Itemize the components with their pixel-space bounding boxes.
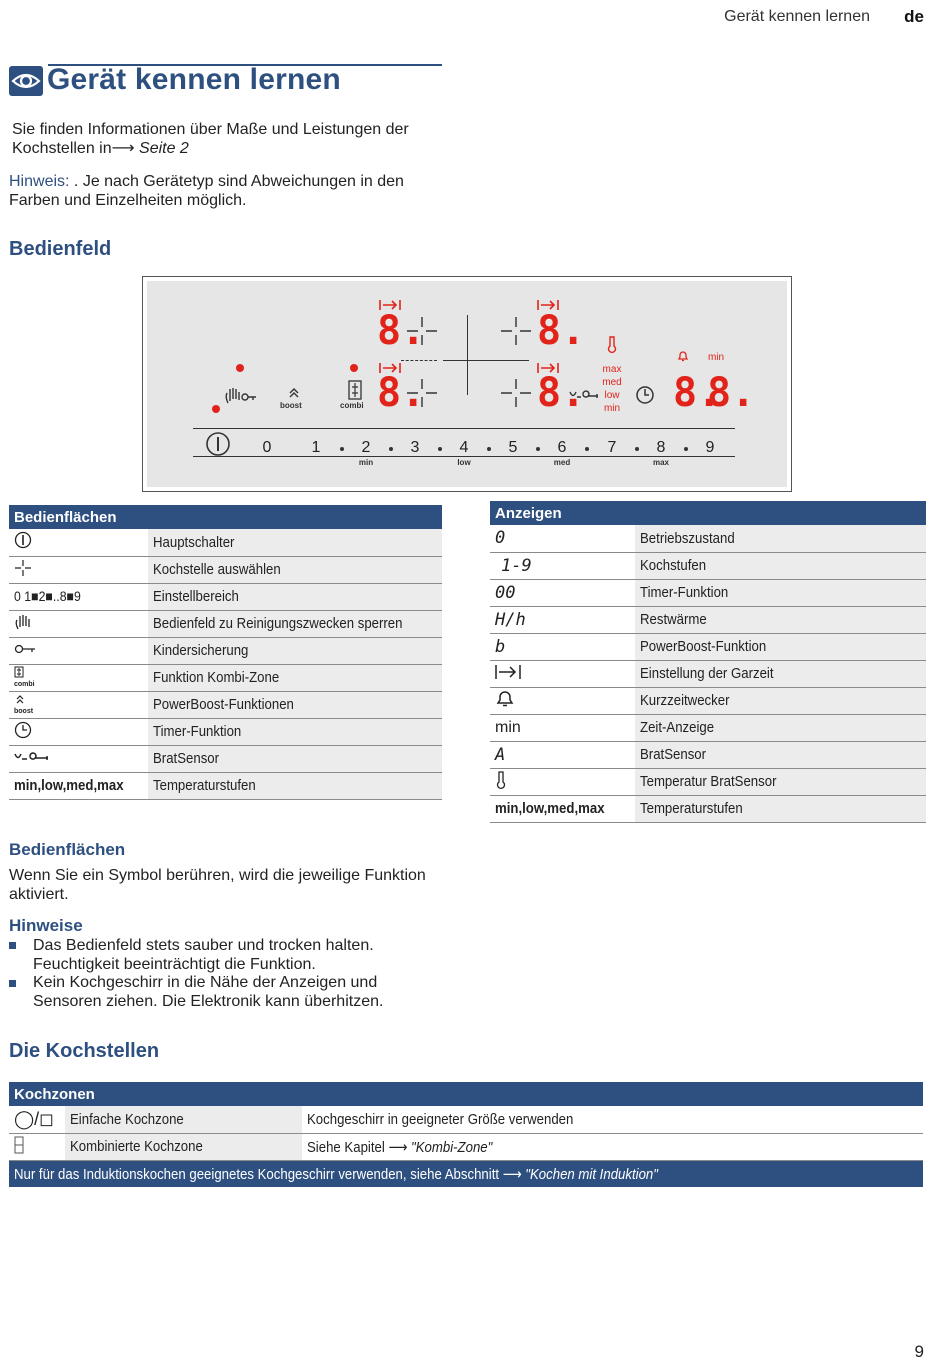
cross-icon xyxy=(14,559,32,577)
slider-step-7[interactable]: 7 xyxy=(607,439,617,456)
bedienflaechen-text: Wenn Sie ein Symbol berühren, wird die jeweilige Funktion aktiviert. xyxy=(9,867,426,903)
control-panel-illustration xyxy=(142,276,792,492)
table-header: Kochzonen xyxy=(9,1082,923,1106)
temp-level-min: min xyxy=(603,403,621,414)
hinweis-item-1: Das Bedienfeld stets sauber und trocken halten. Feuchtigkeit beeinträchtigt die Funktion. xyxy=(33,937,374,973)
boost-label: boost xyxy=(280,401,302,410)
wipe-hand-icon xyxy=(14,613,32,631)
running-header-title: Gerät kennen lernen xyxy=(724,8,870,25)
table-bedienflaechen xyxy=(9,505,442,800)
table-row: Kochstelle auswählen xyxy=(9,556,442,583)
clock-icon[interactable] xyxy=(635,385,655,405)
slider-step-2[interactable]: 2 xyxy=(361,439,371,456)
cook-time-icon xyxy=(495,664,521,680)
indicator-dot xyxy=(350,364,358,372)
temp-level-max: max xyxy=(602,364,622,375)
power-icon[interactable] xyxy=(205,431,231,457)
combi-icon xyxy=(14,666,24,678)
cook-time-icon xyxy=(379,299,401,311)
timer-min-label: min xyxy=(707,352,725,363)
key-icon xyxy=(14,643,36,655)
table-row: Bedienfeld zu Reinigungszwecken sperren xyxy=(9,610,442,637)
kombi-zone-link[interactable]: "Kombi-Zone" xyxy=(411,1138,493,1156)
frying-sensor-icon[interactable] xyxy=(569,389,599,401)
bell-icon xyxy=(677,350,689,362)
table-row: H/h Restwärme xyxy=(490,606,926,633)
table-row: Einstellung der Garzeit xyxy=(490,660,926,687)
table-row: Temperatur BratSensor xyxy=(490,768,926,795)
table-row: 00 Timer-Funktion xyxy=(490,579,926,606)
subheading-hinweise: Hinweise xyxy=(9,916,83,935)
table-row: min,low,med,max Temperaturstufen xyxy=(490,795,926,822)
table-row: Timer-Funktion xyxy=(9,718,442,745)
induction-link[interactable]: "Kochen mit Induktion" xyxy=(525,1165,658,1183)
hinweis-item-2: Kein Kochgeschirr in die Nähe der Anzeigen und Sensoren ziehen. Die Elektronik kann überhitzen. xyxy=(33,974,384,1010)
table-anzeigen xyxy=(490,501,926,823)
cook-time-icon xyxy=(537,299,559,311)
slider-sub-max: max xyxy=(652,458,669,467)
cook-time-icon xyxy=(379,362,401,374)
language-code: de xyxy=(904,7,924,26)
table-row: 1-9 Kochstufen xyxy=(490,552,926,579)
slider-sub-min: min xyxy=(358,458,374,467)
intro-paragraph: Sie finden Informationen über Maße und Leistungen der Kochstellen in⟶ Seite 2 xyxy=(12,121,409,157)
table-row: min,low,med,max Temperaturstufen xyxy=(9,772,442,799)
display-zone-1: 8. xyxy=(377,308,426,354)
table-row: A BratSensor xyxy=(490,741,926,768)
thermometer-icon xyxy=(495,770,507,790)
boost-icon xyxy=(14,693,26,705)
page-ref-link[interactable]: Seite 2 xyxy=(139,140,189,157)
thermometer-icon xyxy=(607,335,617,353)
bullet-icon xyxy=(9,942,16,949)
bell-icon xyxy=(495,690,515,708)
table-row: Kombinierte Kochzone Siehe Kapitel ⟶ "Kombi-Zone" xyxy=(9,1133,923,1160)
display-zone-3: 8. xyxy=(377,370,426,416)
table-row: combi Funktion Kombi-Zone xyxy=(9,664,442,691)
combi-icon[interactable] xyxy=(347,380,363,400)
table-row: 0 Betriebszustand xyxy=(490,525,926,552)
subheading-bedienflaechen: Bedienflächen xyxy=(9,840,126,859)
table-row: boost PowerBoost-Funktionen xyxy=(9,691,442,718)
page-title: Gerät kennen lernen xyxy=(47,63,341,96)
boost-icon[interactable] xyxy=(287,385,301,399)
page-number: 9 xyxy=(914,1342,924,1361)
note-paragraph: Hinweis: . Je nach Gerätetyp sind Abweichungen in den Farben und Einzelheiten möglich. xyxy=(9,173,404,209)
slider-step-0[interactable]: 0 xyxy=(262,439,272,456)
temp-level-low: low xyxy=(604,390,620,401)
power-icon xyxy=(14,531,32,549)
table-row: b PowerBoost-Funktion xyxy=(490,633,926,660)
table-row: Kindersicherung xyxy=(9,637,442,664)
display-timer-2: 8. xyxy=(707,370,756,416)
display-zone-2: 8. xyxy=(537,308,586,354)
slider-step-5[interactable]: 5 xyxy=(508,439,518,456)
bullet-icon xyxy=(9,980,16,987)
zone-select-icon-rear-right[interactable] xyxy=(499,377,533,409)
cook-time-icon xyxy=(537,362,559,374)
table-footer-row: Nur für das Induktionskochen geeignetes Kochgeschirr verwenden, siehe Abschnitt ⟶ "Kochen mit Induktion" xyxy=(9,1160,923,1187)
indicator-dot xyxy=(236,364,244,372)
frying-sensor-icon xyxy=(14,751,50,763)
display-zone-4: 8. xyxy=(537,370,586,416)
table-header: Bedienflächen xyxy=(9,505,442,529)
zone-select-icon-front-right[interactable] xyxy=(499,315,533,347)
table-row: 0 1■2■..8■9 Einstellbereich xyxy=(9,583,442,610)
table-row: ◯/◻ Einfache Kochzone Kochgeschirr in geeigneter Größe verwenden xyxy=(9,1106,923,1133)
clock-icon xyxy=(14,721,32,739)
slider-step-8[interactable]: 8 xyxy=(656,439,666,456)
combi-label: combi xyxy=(340,401,364,410)
table-kochzonen xyxy=(9,1082,923,1187)
indicator-dot xyxy=(212,405,220,413)
combi-zone-icon xyxy=(14,1136,24,1154)
table-row: min Zeit-Anzeige xyxy=(490,714,926,741)
slider-sub-med: med xyxy=(553,458,571,467)
section-kochstellen: Die Kochstellen xyxy=(9,1040,160,1062)
eye-icon xyxy=(9,66,43,96)
slider-step-4[interactable]: 4 xyxy=(459,439,469,456)
section-bedienfeld: Bedienfeld xyxy=(9,238,112,260)
slider-step-3[interactable]: 3 xyxy=(410,439,420,456)
table-row: Kurzzeitwecker xyxy=(490,687,926,714)
slider-step-9[interactable]: 9 xyxy=(705,439,715,456)
temp-level-med: med xyxy=(602,377,622,388)
table-row: BratSensor xyxy=(9,745,442,772)
table-row: Hauptschalter xyxy=(9,529,442,556)
table-header: Anzeigen xyxy=(490,501,926,525)
slider-step-6[interactable]: 6 xyxy=(557,439,567,456)
wipe-protection-key-icon[interactable] xyxy=(223,385,257,407)
display-timer-1: 8. xyxy=(673,370,722,416)
slider-sub-low: low xyxy=(457,458,471,467)
slider-step-1[interactable]: 1 xyxy=(311,439,321,456)
